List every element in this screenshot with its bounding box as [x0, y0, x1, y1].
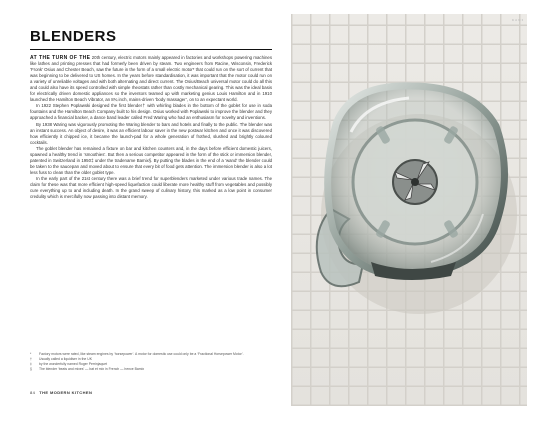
- footnote: [30, 367, 272, 372]
- footnote-mark: ‡: [30, 362, 32, 366]
- footnote-text: The blender ‘beats and mixes’ — bat et mix in French — hence Bamix: [39, 367, 145, 371]
- footnote-mark: †: [30, 357, 32, 361]
- paragraph-5: In the early part of the 21st century there was a brief trend for superblenders marketed under various trade names. The claim for these was that more efficient high-speed liquefaction could liberate more healthy stuff from vegetables and possibly cure everything up to and including death. In the grand sweep of culinary history, this marked as a low point in consumer credulity which is mercifully now passing into distant memory.: [30, 175, 272, 200]
- left-page: [30, 28, 272, 408]
- lead-in: AT THE TURN OF THE: [30, 55, 91, 61]
- running-section: THE MODERN KITCHEN: [39, 390, 93, 395]
- footnote-text: Factory motors were rated, like steam engines by ‘horsepower’. A motor for domestic use could only be a ‘Fractional Horsepower Motor’.: [39, 352, 244, 356]
- photo-watermark: ᴅ ᴀ ɴ ɪ: [511, 17, 523, 22]
- footnote-mark: §: [30, 367, 32, 371]
- footnote-text: Usually called a liquidiser in the UK: [39, 357, 92, 361]
- page-number: 84: [30, 390, 36, 395]
- paragraph-1-text: 20th century, electric motors mainly appeared in factories and workshops powering machines like lathes and printing presses that had formerly been driven by steam. Two engineers from Racine, Wisconsin, Frederick ‘Fronk’ Osius and Chester Beach, saw the future in the form of a small electric motor* that could run on the sort of current that was beginning to be delivered to US homes. In the years before standardisation, it was important that the motor could run on a variety of unreliable voltages and with both alternating and direct current. The Osius/Beach universal motor could do all this and could also have its speed controlled with simple rheostats rather than costly mechanical gearing. This was the ideal basis for electrically driven domestic appliances so the inventors teamed up with marketing genius Louis Hamilton and in 1910 launched the Hamilton Beach Vibrator, an 8¾ inch, mains-driven ‘body massager’, on to an expectant world.: [30, 55, 272, 103]
- footnotes: [30, 352, 272, 372]
- paragraph-2: In 1922 Stephen Poplawski designed the first blender† with whirling blades in the bottom of the goblet for use in soda fountains and the Hamilton Beach Company built to his design. Osius worked with Poplawski to improve the blender and they approached a financial backer, a dance band leader called Fred Waring who had an enthusiasm for novelty and inventions.: [30, 103, 272, 121]
- folio: [30, 390, 92, 395]
- blender-photo: [291, 14, 527, 406]
- footnote-mark: *: [30, 352, 32, 356]
- paragraph-1: [30, 55, 272, 103]
- page-title: BLENDERS: [30, 28, 117, 45]
- blender-illustration: [291, 14, 527, 406]
- body-text: [30, 55, 272, 200]
- paragraph-4: The goblet blender has remained a fixture on bar and kitchen counters and, in the days before efficient domestic juicers, spawned a healthy trend in ‘smoothies’. But then a serious competitor appeared in the form of the stick or immersion blender, patented in Switzerland in 1950‡ under the tradename Bamix§. By putting the blades in the end of a ‘wand’ the blender could be taken to the saucepan and moved about to ensure that every bit of food gets attention. The immersion blender is also a lot less fuss to clean than the older goblet type.: [30, 145, 272, 175]
- title-rule: [30, 49, 272, 50]
- paragraph-3: By 1938 Waring was vigorously promoting the Waring blender to bars and hotels and finally to the public. The blender was an instant success. An object of desire, it was an efficient labour saver in the new postwar kitchen and once it was discovered how efficiently it chipped ice, it became the launch-pad for a whole generation of frothed, slushed and brightly coloured cocktails.: [30, 121, 272, 145]
- footnote-text: by the wonderfully named Roger Perrinjaquet: [39, 362, 108, 366]
